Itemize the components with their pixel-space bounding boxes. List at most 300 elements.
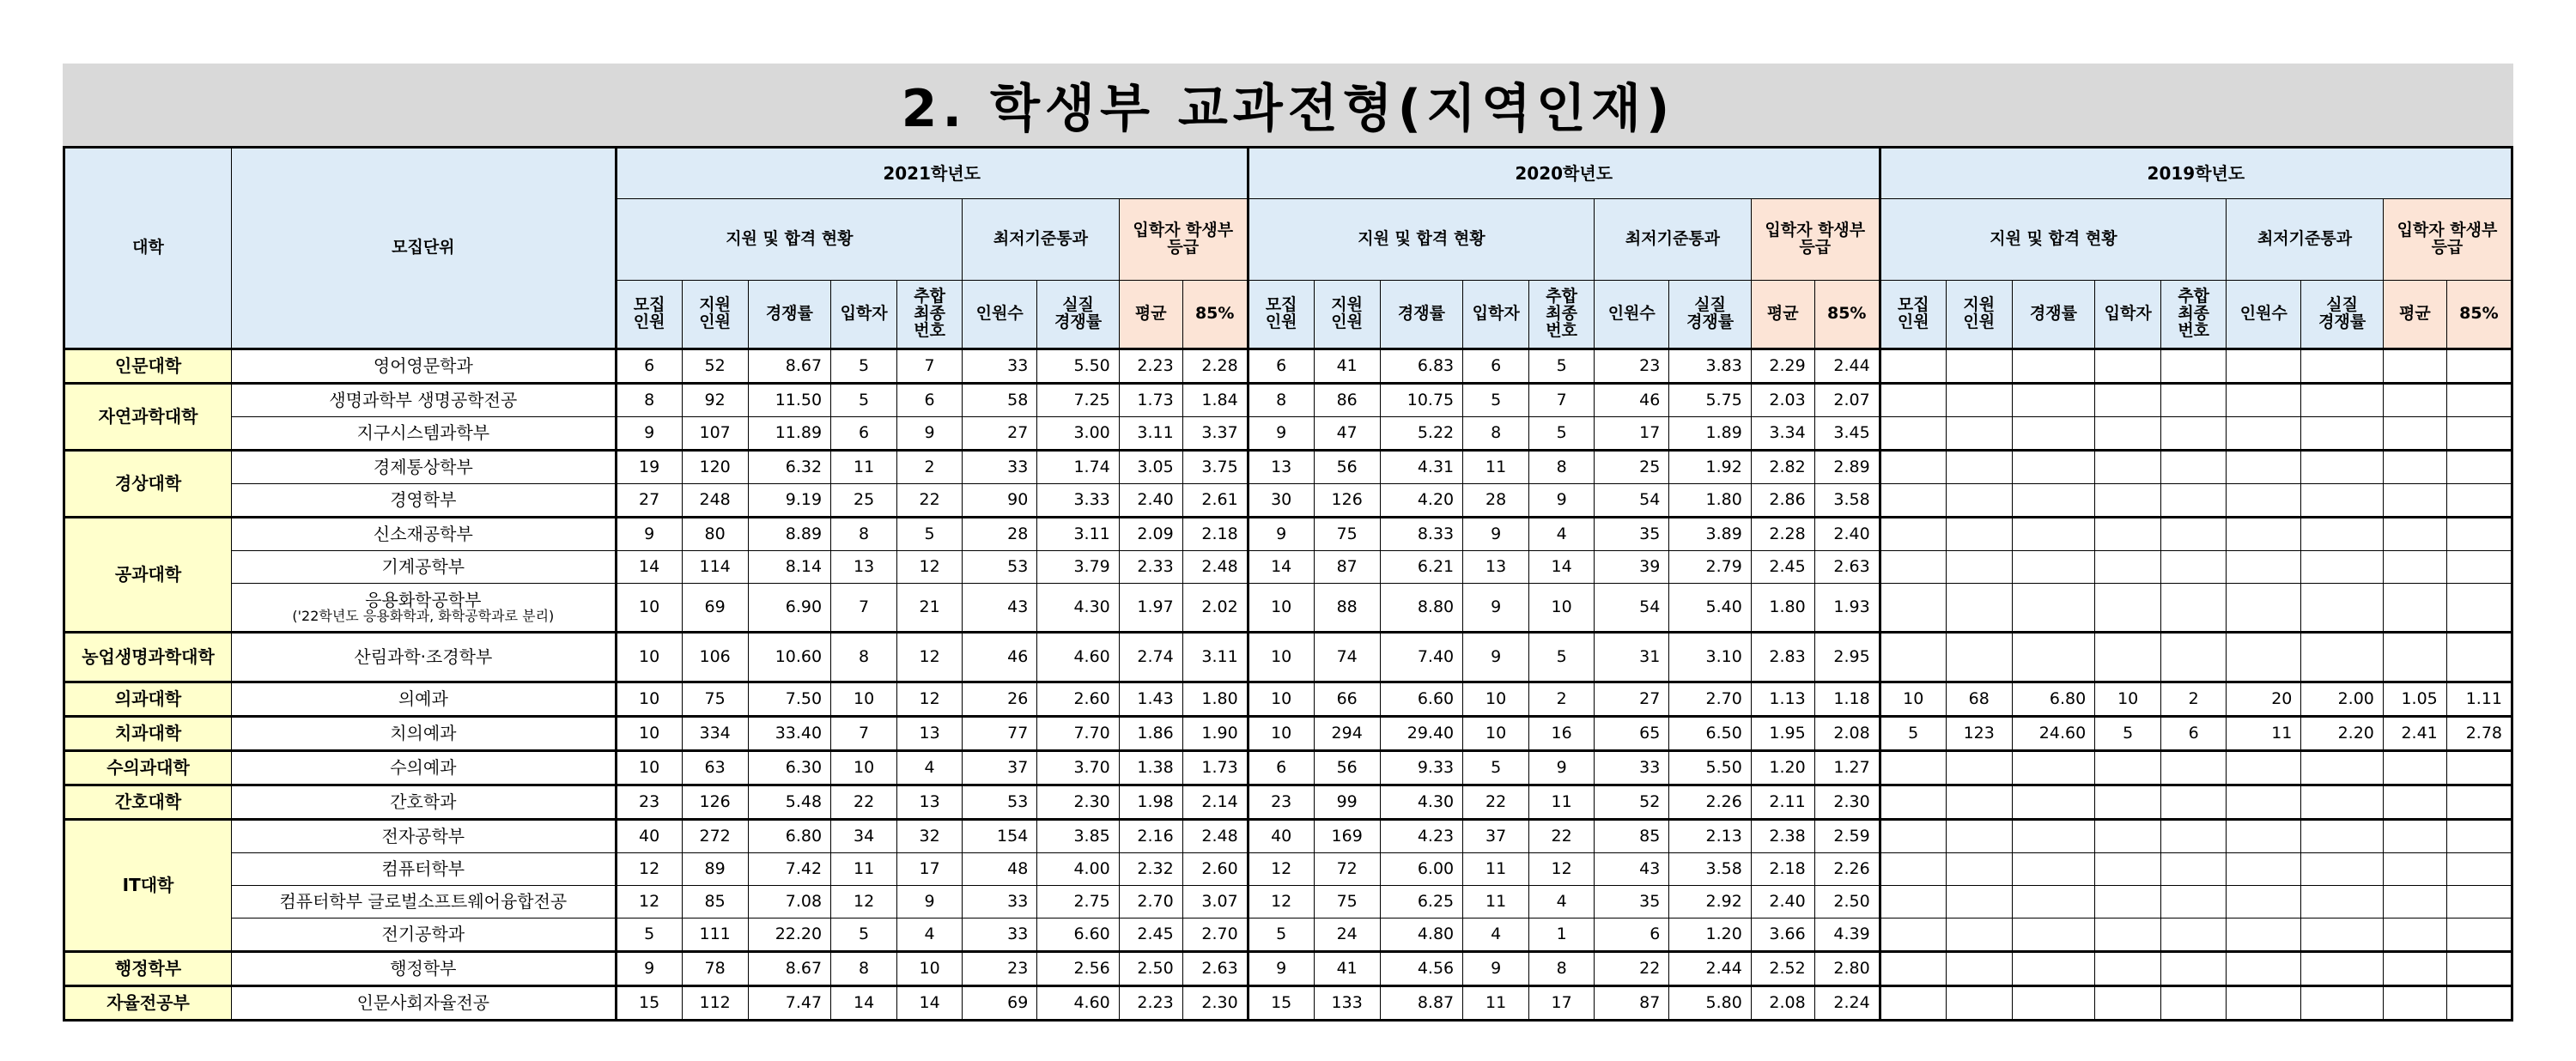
cell-2020-ratio: 29.40 [1380, 717, 1463, 751]
cell-2019-applicants [1946, 484, 2012, 518]
table-row [64, 518, 2512, 551]
unit-label: 경제통상학부 [373, 457, 473, 477]
cell-2021-pct85: 3.37 [1182, 417, 1248, 451]
cell-2019-applicants [1946, 751, 2012, 785]
document-page [63, 64, 2513, 1022]
cell-2019-last-waitlist [2161, 751, 2227, 785]
cell-2020-admitted: 11 [1463, 986, 1529, 1021]
cell-2019-quota [1880, 484, 1946, 518]
table-row [64, 384, 2512, 417]
cell-2021-avg: 2.50 [1119, 952, 1182, 986]
cell-2021-applicants: 69 [682, 584, 748, 633]
cell-2019-applicants [1946, 451, 2012, 484]
cell-2021-ratio: 7.50 [748, 682, 831, 717]
cell-2020-applicants: 66 [1314, 682, 1380, 717]
header-col-real-ratio: 실질 경쟁률 [1669, 281, 1751, 349]
header-col-applicants: 지원 인원 [682, 281, 748, 349]
header-col-pct85: 85% [1814, 281, 1880, 349]
cell-2020-real-ratio: 5.50 [1669, 751, 1751, 785]
cell-2020-applicants: 126 [1314, 484, 1380, 518]
cell-2020-pct85: 2.07 [1814, 384, 1880, 417]
cell-2019-avg: 2.41 [2383, 717, 2446, 751]
unit-label: 컴퓨터학부 [381, 858, 465, 879]
cell-2021-ratio: 8.67 [748, 952, 831, 986]
cell-2020-admitted: 9 [1463, 584, 1529, 633]
cell-2021-quota: 12 [616, 886, 682, 919]
cell-2019-last-waitlist: 2 [2161, 682, 2227, 717]
college-name: 의과대학 [64, 682, 232, 717]
cell-2021-last-waitlist: 9 [897, 417, 963, 451]
cell-2019-admitted [2095, 384, 2161, 417]
cell-2020-quota: 14 [1248, 551, 1314, 584]
cell-2019-admitted [2095, 886, 2161, 919]
cell-2020-passed: 43 [1595, 853, 1669, 886]
header-row-years [64, 148, 2512, 199]
cell-2021-real-ratio: 7.70 [1037, 717, 1119, 751]
cell-2021-pct85: 1.84 [1182, 384, 1248, 417]
cell-2019-last-waitlist [2161, 785, 2227, 820]
cell-2021-ratio: 7.08 [748, 886, 831, 919]
cell-2019-ratio [2012, 551, 2095, 584]
cell-2021-pct85: 2.30 [1182, 986, 1248, 1021]
cell-2021-admitted: 34 [831, 820, 897, 853]
cell-2019-avg [2383, 518, 2446, 551]
table-row [64, 785, 2512, 820]
table-row [64, 349, 2512, 384]
cell-2020-ratio: 8.87 [1380, 986, 1463, 1021]
cell-2021-applicants: 126 [682, 785, 748, 820]
unit-label: 수의예과 [390, 757, 457, 778]
cell-2021-admitted: 10 [831, 682, 897, 717]
header-unit: 모집단위 [232, 148, 617, 349]
cell-2021-ratio: 8.14 [748, 551, 831, 584]
cell-2020-last-waitlist: 22 [1529, 820, 1595, 853]
cell-2020-last-waitlist: 5 [1529, 417, 1595, 451]
cell-2019-passed [2227, 886, 2301, 919]
cell-2021-pct85: 1.80 [1182, 682, 1248, 717]
table-row [64, 853, 2512, 886]
cell-2021-quota: 14 [616, 551, 682, 584]
cell-2020-applicants: 24 [1314, 919, 1380, 952]
header-col-last-waitlist: 추합 최종 번호 [1529, 281, 1595, 349]
cell-2019-admitted [2095, 853, 2161, 886]
cell-2019-real-ratio [2301, 518, 2383, 551]
cell-2021-avg: 2.45 [1119, 919, 1182, 952]
cell-2019-last-waitlist [2161, 384, 2227, 417]
cell-2020-real-ratio: 3.89 [1669, 518, 1751, 551]
cell-2019-avg [2383, 853, 2446, 886]
cell-2019-pct85 [2446, 886, 2512, 919]
cell-2020-ratio: 9.33 [1380, 751, 1463, 785]
cell-2021-passed: 33 [963, 919, 1037, 952]
unit-name [232, 919, 617, 952]
cell-2019-avg [2383, 886, 2446, 919]
cell-2021-pct85: 2.63 [1182, 952, 1248, 986]
cell-2020-pct85: 1.93 [1814, 584, 1880, 633]
college-name: 치과대학 [64, 717, 232, 751]
header-col-applicants: 지원 인원 [1314, 281, 1380, 349]
unit-label: 기계공학부 [381, 556, 465, 577]
cell-2021-admitted: 10 [831, 751, 897, 785]
cell-2021-applicants: 80 [682, 518, 748, 551]
cell-2019-admitted [2095, 952, 2161, 986]
college-name: 공과대학 [64, 518, 232, 633]
cell-2020-pct85: 1.27 [1814, 751, 1880, 785]
cell-2019-real-ratio [2301, 952, 2383, 986]
cell-2019-last-waitlist [2161, 919, 2227, 952]
cell-2019-real-ratio [2301, 584, 2383, 633]
cell-2020-avg: 2.18 [1751, 853, 1814, 886]
header-col-last-waitlist: 추합 최종 번호 [897, 281, 963, 349]
header-col-avg: 평균 [1751, 281, 1814, 349]
cell-2021-applicants: 114 [682, 551, 748, 584]
cell-2021-last-waitlist: 5 [897, 518, 963, 551]
cell-2019-quota: 10 [1880, 682, 1946, 717]
cell-2021-avg: 3.11 [1119, 417, 1182, 451]
cell-2020-ratio: 8.33 [1380, 518, 1463, 551]
cell-2019-real-ratio [2301, 417, 2383, 451]
cell-2021-applicants: 89 [682, 853, 748, 886]
header-col-passed: 인원수 [1595, 281, 1669, 349]
cell-2021-last-waitlist: 12 [897, 682, 963, 717]
cell-2020-passed: 54 [1595, 484, 1669, 518]
cell-2020-passed: 27 [1595, 682, 1669, 717]
header-col-real-ratio: 실질 경쟁률 [2301, 281, 2383, 349]
cell-2019-ratio [2012, 633, 2095, 682]
cell-2019-applicants [1946, 919, 2012, 952]
cell-2020-pct85: 2.44 [1814, 349, 1880, 384]
cell-2020-admitted: 9 [1463, 633, 1529, 682]
cell-2019-passed [2227, 751, 2301, 785]
cell-2019-applicants [1946, 349, 2012, 384]
header-group-minimum: 최저기준통과 [1595, 199, 1752, 281]
cell-2019-ratio [2012, 952, 2095, 986]
cell-2021-admitted: 7 [831, 717, 897, 751]
cell-2020-admitted: 5 [1463, 751, 1529, 785]
cell-2020-passed: 35 [1595, 886, 1669, 919]
cell-2021-ratio: 6.90 [748, 584, 831, 633]
cell-2021-passed: 58 [963, 384, 1037, 417]
cell-2019-passed [2227, 518, 2301, 551]
cell-2019-last-waitlist [2161, 518, 2227, 551]
cell-2021-passed: 69 [963, 986, 1037, 1021]
cell-2019-ratio [2012, 384, 2095, 417]
cell-2020-ratio: 4.80 [1380, 919, 1463, 952]
cell-2020-quota: 6 [1248, 349, 1314, 384]
cell-2021-applicants: 85 [682, 886, 748, 919]
cell-2020-passed: 22 [1595, 952, 1669, 986]
cell-2021-last-waitlist: 13 [897, 717, 963, 751]
cell-2020-last-waitlist: 8 [1529, 952, 1595, 986]
cell-2020-avg: 2.03 [1751, 384, 1814, 417]
cell-2021-avg: 2.23 [1119, 349, 1182, 384]
cell-2019-ratio [2012, 919, 2095, 952]
cell-2020-admitted: 11 [1463, 886, 1529, 919]
cell-2019-admitted [2095, 785, 2161, 820]
cell-2019-ratio [2012, 417, 2095, 451]
cell-2020-avg: 1.95 [1751, 717, 1814, 751]
cell-2019-avg [2383, 820, 2446, 853]
cell-2020-ratio: 6.25 [1380, 886, 1463, 919]
cell-2021-applicants: 75 [682, 682, 748, 717]
cell-2021-real-ratio: 3.85 [1037, 820, 1119, 853]
unit-label: 치의예과 [390, 723, 457, 743]
cell-2020-avg: 2.40 [1751, 886, 1814, 919]
header-group-grade: 입학자 학생부 등급 [1751, 199, 1880, 281]
cell-2020-last-waitlist: 9 [1529, 484, 1595, 518]
cell-2021-last-waitlist: 22 [897, 484, 963, 518]
cell-2021-admitted: 5 [831, 349, 897, 384]
cell-2021-applicants: 106 [682, 633, 748, 682]
header-col-ratio: 경쟁률 [1380, 281, 1463, 349]
cell-2019-pct85 [2446, 584, 2512, 633]
cell-2019-ratio [2012, 349, 2095, 384]
cell-2021-avg: 1.73 [1119, 384, 1182, 417]
unit-label: 경영학부 [390, 489, 457, 510]
cell-2019-quota [1880, 451, 1946, 484]
cell-2021-passed: 33 [963, 886, 1037, 919]
cell-2020-real-ratio: 2.70 [1669, 682, 1751, 717]
cell-2020-quota: 40 [1248, 820, 1314, 853]
cell-2021-pct85: 3.07 [1182, 886, 1248, 919]
header-col-admitted: 입학자 [831, 281, 897, 349]
cell-2020-real-ratio: 5.75 [1669, 384, 1751, 417]
cell-2021-pct85: 3.11 [1182, 633, 1248, 682]
cell-2021-real-ratio: 7.25 [1037, 384, 1119, 417]
cell-2021-passed: 26 [963, 682, 1037, 717]
cell-2019-avg [2383, 584, 2446, 633]
cell-2020-last-waitlist: 14 [1529, 551, 1595, 584]
cell-2019-last-waitlist [2161, 853, 2227, 886]
cell-2019-quota [1880, 751, 1946, 785]
cell-2019-passed [2227, 785, 2301, 820]
unit-name [232, 551, 617, 584]
cell-2019-last-waitlist [2161, 551, 2227, 584]
cell-2021-ratio: 11.89 [748, 417, 831, 451]
cell-2019-real-ratio [2301, 853, 2383, 886]
cell-2020-pct85: 2.30 [1814, 785, 1880, 820]
cell-2019-avg: 1.05 [2383, 682, 2446, 717]
cell-2020-avg: 3.34 [1751, 417, 1814, 451]
cell-2019-last-waitlist [2161, 451, 2227, 484]
cell-2021-admitted: 22 [831, 785, 897, 820]
cell-2020-admitted: 9 [1463, 518, 1529, 551]
unit-label: 응용화학공학부 [365, 589, 482, 610]
cell-2020-applicants: 169 [1314, 820, 1380, 853]
cell-2021-last-waitlist: 6 [897, 384, 963, 417]
cell-2019-real-ratio [2301, 551, 2383, 584]
cell-2021-avg: 1.43 [1119, 682, 1182, 717]
header-year: 2021학년도 [616, 148, 1248, 199]
cell-2021-last-waitlist: 13 [897, 785, 963, 820]
cell-2020-real-ratio: 1.92 [1669, 451, 1751, 484]
cell-2019-quota [1880, 349, 1946, 384]
cell-2019-admitted [2095, 919, 2161, 952]
cell-2021-passed: 37 [963, 751, 1037, 785]
cell-2020-quota: 12 [1248, 853, 1314, 886]
cell-2021-avg: 2.70 [1119, 886, 1182, 919]
cell-2020-avg: 3.66 [1751, 919, 1814, 952]
cell-2019-avg [2383, 451, 2446, 484]
cell-2019-applicants: 68 [1946, 682, 2012, 717]
cell-2020-admitted: 4 [1463, 919, 1529, 952]
college-name: 자율전공부 [64, 986, 232, 1021]
header-col-ratio: 경쟁률 [2012, 281, 2095, 349]
cell-2021-last-waitlist: 7 [897, 349, 963, 384]
cell-2019-ratio [2012, 853, 2095, 886]
cell-2019-avg [2383, 349, 2446, 384]
cell-2020-quota: 5 [1248, 919, 1314, 952]
cell-2020-real-ratio: 3.83 [1669, 349, 1751, 384]
cell-2020-last-waitlist: 16 [1529, 717, 1595, 751]
cell-2021-quota: 6 [616, 349, 682, 384]
cell-2021-applicants: 92 [682, 384, 748, 417]
cell-2020-ratio: 4.20 [1380, 484, 1463, 518]
cell-2019-admitted: 5 [2095, 717, 2161, 751]
cell-2020-ratio: 4.31 [1380, 451, 1463, 484]
cell-2019-real-ratio [2301, 886, 2383, 919]
cell-2020-real-ratio: 1.80 [1669, 484, 1751, 518]
cell-2020-applicants: 56 [1314, 751, 1380, 785]
cell-2020-passed: 25 [1595, 451, 1669, 484]
cell-2020-real-ratio: 2.13 [1669, 820, 1751, 853]
header-col-quota: 모집 인원 [1880, 281, 1946, 349]
cell-2020-ratio: 6.83 [1380, 349, 1463, 384]
cell-2021-ratio: 33.40 [748, 717, 831, 751]
cell-2021-admitted: 6 [831, 417, 897, 451]
cell-2019-admitted [2095, 584, 2161, 633]
cell-2021-ratio: 5.48 [748, 785, 831, 820]
cell-2021-quota: 27 [616, 484, 682, 518]
cell-2021-ratio: 6.30 [748, 751, 831, 785]
cell-2020-real-ratio: 2.92 [1669, 886, 1751, 919]
cell-2021-pct85: 2.02 [1182, 584, 1248, 633]
cell-2019-pct85 [2446, 986, 2512, 1021]
cell-2019-applicants [1946, 584, 2012, 633]
cell-2021-quota: 9 [616, 518, 682, 551]
cell-2019-quota [1880, 853, 1946, 886]
cell-2019-last-waitlist: 6 [2161, 717, 2227, 751]
cell-2019-passed [2227, 853, 2301, 886]
cell-2020-passed: 46 [1595, 384, 1669, 417]
cell-2020-pct85: 2.63 [1814, 551, 1880, 584]
page-title: 2. 학생부 교과전형(지역인재) [901, 79, 1675, 139]
cell-2021-last-waitlist: 4 [897, 751, 963, 785]
cell-2019-admitted [2095, 484, 2161, 518]
unit-note: ('22학년도 응용화학과, 화학공학과로 분리) [292, 607, 555, 624]
cell-2020-real-ratio: 3.10 [1669, 633, 1751, 682]
cell-2021-passed: 27 [963, 417, 1037, 451]
cell-2020-ratio: 7.40 [1380, 633, 1463, 682]
header-group-status: 지원 및 합격 현황 [1880, 199, 2226, 281]
title-band [63, 64, 2513, 146]
cell-2019-passed [2227, 952, 2301, 986]
cell-2019-real-ratio [2301, 451, 2383, 484]
cell-2020-admitted: 5 [1463, 384, 1529, 417]
cell-2019-pct85 [2446, 751, 2512, 785]
unit-name [232, 451, 617, 484]
cell-2020-applicants: 86 [1314, 384, 1380, 417]
cell-2019-avg [2383, 751, 2446, 785]
cell-2021-pct85: 1.90 [1182, 717, 1248, 751]
header-col-admitted: 입학자 [2095, 281, 2161, 349]
header-col-real-ratio: 실질 경쟁률 [1037, 281, 1119, 349]
unit-name [232, 853, 617, 886]
cell-2019-real-ratio [2301, 751, 2383, 785]
cell-2019-applicants [1946, 417, 2012, 451]
cell-2020-last-waitlist: 2 [1529, 682, 1595, 717]
cell-2019-applicants [1946, 853, 2012, 886]
cell-2020-applicants: 99 [1314, 785, 1380, 820]
cell-2021-real-ratio: 3.00 [1037, 417, 1119, 451]
table-row [64, 886, 2512, 919]
cell-2021-ratio: 6.32 [748, 451, 831, 484]
cell-2019-ratio [2012, 451, 2095, 484]
cell-2020-real-ratio: 2.44 [1669, 952, 1751, 986]
cell-2021-applicants: 272 [682, 820, 748, 853]
cell-2019-last-waitlist [2161, 820, 2227, 853]
cell-2021-avg: 2.33 [1119, 551, 1182, 584]
cell-2019-last-waitlist [2161, 417, 2227, 451]
cell-2019-pct85 [2446, 518, 2512, 551]
cell-2021-admitted: 7 [831, 584, 897, 633]
header-group-minimum: 최저기준통과 [963, 199, 1120, 281]
cell-2019-admitted [2095, 986, 2161, 1021]
cell-2019-real-ratio [2301, 349, 2383, 384]
cell-2021-real-ratio: 2.56 [1037, 952, 1119, 986]
cell-2019-ratio [2012, 584, 2095, 633]
cell-2020-avg: 2.86 [1751, 484, 1814, 518]
cell-2020-passed: 87 [1595, 986, 1669, 1021]
header-col-passed: 인원수 [2227, 281, 2301, 349]
cell-2021-avg: 2.40 [1119, 484, 1182, 518]
cell-2021-passed: 48 [963, 853, 1037, 886]
cell-2020-ratio: 6.21 [1380, 551, 1463, 584]
cell-2020-real-ratio: 5.40 [1669, 584, 1751, 633]
cell-2019-pct85 [2446, 820, 2512, 853]
cell-2020-ratio: 5.22 [1380, 417, 1463, 451]
cell-2020-pct85: 2.59 [1814, 820, 1880, 853]
header-col-avg: 평균 [1119, 281, 1182, 349]
cell-2020-pct85: 2.50 [1814, 886, 1880, 919]
cell-2020-real-ratio: 1.89 [1669, 417, 1751, 451]
college-name: 인문대학 [64, 349, 232, 384]
cell-2021-real-ratio: 5.50 [1037, 349, 1119, 384]
cell-2021-quota: 40 [616, 820, 682, 853]
cell-2021-pct85: 2.18 [1182, 518, 1248, 551]
cell-2020-last-waitlist: 5 [1529, 349, 1595, 384]
unit-name [232, 518, 617, 551]
cell-2021-admitted: 25 [831, 484, 897, 518]
cell-2021-quota: 10 [616, 682, 682, 717]
cell-2021-admitted: 14 [831, 986, 897, 1021]
cell-2021-passed: 77 [963, 717, 1037, 751]
cell-2019-avg [2383, 952, 2446, 986]
unit-name [232, 986, 617, 1021]
unit-label: 생명과학부 생명공학전공 [329, 390, 518, 410]
cell-2020-admitted: 10 [1463, 717, 1529, 751]
cell-2019-real-ratio: 2.20 [2301, 717, 2383, 751]
cell-2020-last-waitlist: 9 [1529, 751, 1595, 785]
cell-2019-applicants [1946, 986, 2012, 1021]
cell-2019-applicants [1946, 518, 2012, 551]
cell-2021-ratio: 8.89 [748, 518, 831, 551]
cell-2021-applicants: 52 [682, 349, 748, 384]
cell-2020-admitted: 10 [1463, 682, 1529, 717]
cell-2021-last-waitlist: 2 [897, 451, 963, 484]
unit-name [232, 417, 617, 451]
unit-name [232, 484, 617, 518]
